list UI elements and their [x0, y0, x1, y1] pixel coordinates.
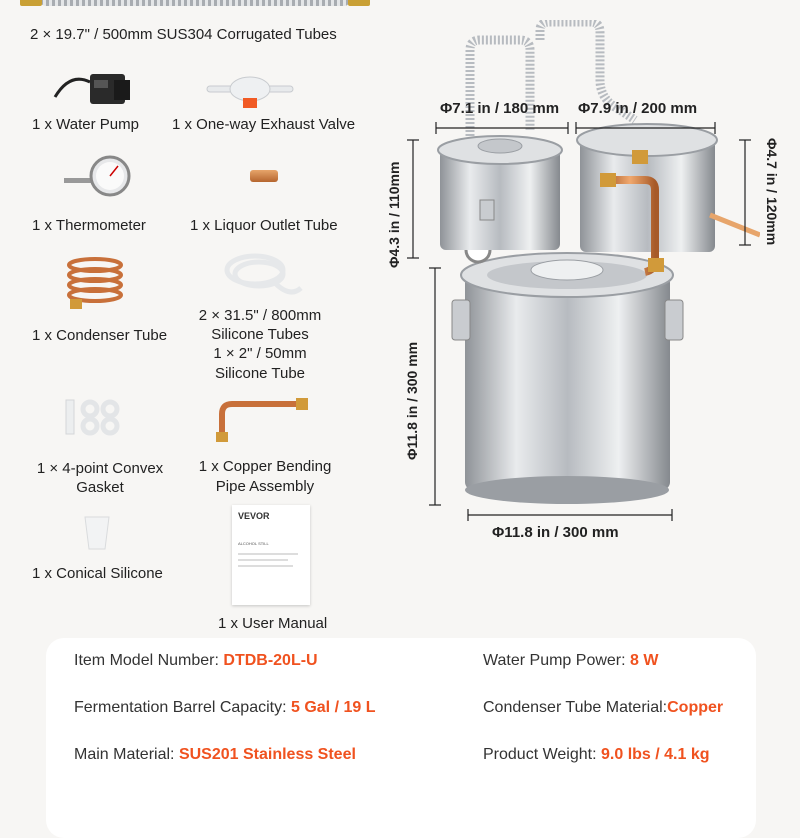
silicone-tubes-label-line1: 2 × 31.5" / 800mm: [198, 307, 322, 324]
barrel-diameter-label: Φ11.8 in / 300 mm: [492, 524, 619, 541]
barrel-height-label: Φ11.8 in / 300 mm: [404, 341, 420, 460]
spec-main-material: Main Material: SUS201 Stainless Steel: [74, 746, 356, 763]
silicone-tubes-image: [215, 248, 305, 303]
specs-panel: [46, 638, 756, 838]
copper-pipe-label-line2: Pipe Assembly: [215, 478, 315, 495]
spec-model: Item Model Number: DTDB-20L-U: [74, 652, 318, 669]
condenser-diameter-label: Φ7.9 in / 200 mm: [578, 100, 698, 117]
manual-title: ALCOHOL STILL: [238, 541, 269, 546]
tube-fitting: [20, 0, 42, 6]
user-manual-label: 1 x User Manual: [218, 615, 328, 632]
pot-small-diameter-label: Φ7.1 in / 180 mm: [440, 100, 560, 117]
corrugated-tubes-label: 2 × 19.7" / 500mm SUS304 Corrugated Tubes: [30, 26, 337, 43]
gasket-image: [62, 398, 132, 438]
thermometer-label: 1 x Thermometer: [32, 217, 146, 234]
silicone-tubes-label-line2: Silicone Tubes: [211, 326, 309, 343]
conical-silicone-label: 1 x Conical Silicone: [32, 565, 163, 582]
gasket-label-line1: 1 × 4-point Convex: [36, 460, 164, 477]
corrugated-tube-image: [40, 0, 350, 6]
thermometer-image: [62, 152, 132, 202]
condenser-tube-label: 1 x Condenser Tube: [32, 327, 168, 344]
spec-capacity: Fermentation Barrel Capacity: 5 Gal / 19 L: [74, 699, 376, 716]
exhaust-valve-image: [205, 70, 295, 110]
conical-silicone-image: [82, 515, 112, 551]
silicone-tubes-label-line3: 1 × 2" / 50mm: [213, 345, 307, 362]
spec-pump-power: Water Pump Power: 8 W: [483, 652, 659, 669]
manual-brand: VEVOR: [238, 511, 270, 521]
spec-condenser-material: Condenser Tube Material:Copper: [483, 699, 724, 716]
exhaust-valve-label: 1 x One-way Exhaust Valve: [172, 116, 356, 133]
user-manual-image: [232, 505, 310, 605]
water-pump-image: [50, 62, 140, 112]
spec-weight: Product Weight: 9.0 lbs / 4.1 kg: [483, 746, 710, 763]
condenser-tube-image: [60, 255, 130, 310]
dimension-lines: [380, 120, 780, 530]
tube-fitting: [348, 0, 370, 6]
liquor-outlet-tube-image: [250, 170, 278, 182]
copper-pipe-image: [212, 394, 312, 444]
water-pump-label: 1 x Water Pump: [32, 116, 139, 133]
silicone-tubes-label-line4: Silicone Tube: [214, 365, 306, 382]
copper-pipe-label-line1: 1 x Copper Bending: [198, 458, 332, 475]
condenser-height-label: Φ4.7 in / 120mm: [764, 138, 780, 246]
liquor-outlet-tube-label: 1 x Liquor Outlet Tube: [190, 217, 338, 234]
pot-small-height-label: Φ4.3 in / 110mm: [386, 161, 402, 268]
gasket-label-line2: Gasket: [76, 479, 124, 496]
